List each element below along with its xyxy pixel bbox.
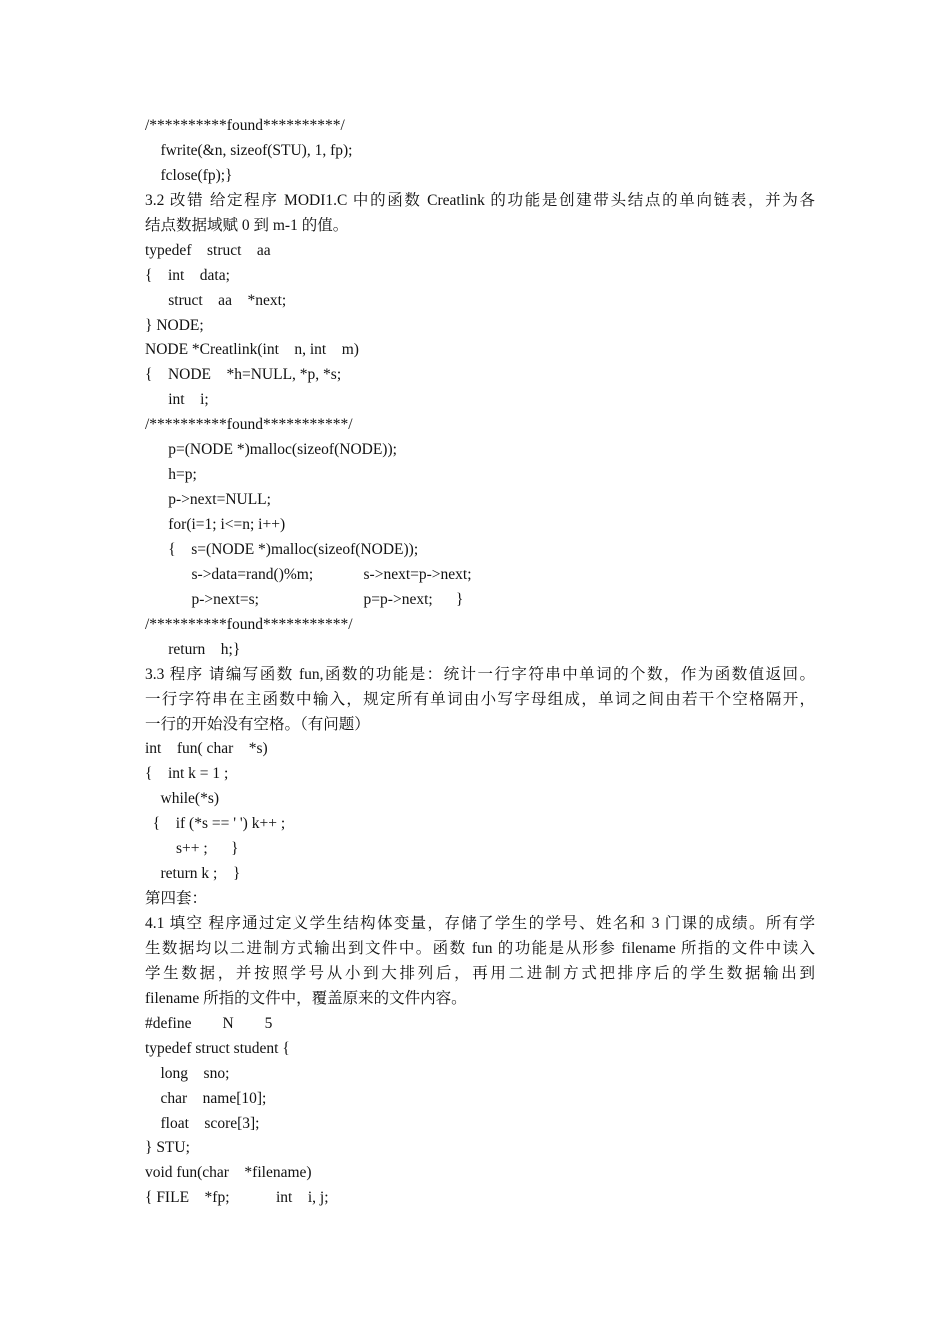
code-line: struct aa *next; [145,291,287,309]
code-line: p=(NODE *)malloc(sizeof(NODE)); [145,441,397,459]
code-line: { int data; [145,266,230,284]
code-line: void fun(char *filename) [145,1164,312,1182]
code-line: { if (*s == ' ') k++ ; [145,815,286,833]
code-block-student [145,1012,815,1212]
code-line: int fun( char *s) [145,740,268,758]
paragraph-3-2 [145,189,815,239]
code-line: float score[3]; [145,1114,260,1132]
text-line: 结点数据域赋 0 到 m-1 的值。 [145,216,349,234]
code-line: /**********found***********/ [145,416,353,434]
code-line: fclose(fp);} [145,166,233,184]
code-line: return h;} [145,640,241,658]
code-line: s->data=rand()%m; s->next=p->next; [145,565,472,583]
code-block-fun [145,737,815,912]
code-line: #define N 5 [145,1014,273,1032]
code-line: typedef struct student { [145,1039,290,1057]
code-line: typedef struct aa [145,241,271,259]
code-line: p->next=NULL; [145,491,271,509]
text-line: 3.3 程序 请编写函数 fun,函数的功能是：统计一行字符串中单词的个数，作为函数值返回。 [145,665,815,683]
code-line: { NODE *h=NULL, *p, *s; [145,366,342,384]
code-line: while(*s) [145,790,220,808]
code-line: s++ ; } [145,840,239,858]
text-line: 一行的开始没有空格。（有问题） [145,715,370,733]
code-line: return k ; } [145,865,241,883]
code-line: h=p; [145,466,197,484]
code-line: } NODE; [145,316,204,334]
code-line: } STU; [145,1139,190,1157]
code-line: fwrite(&n, sizeof(STU), 1, fp); [145,141,353,159]
code-block-fwrite [145,114,815,189]
code-line: long sno; [145,1064,230,1082]
code-line: NODE *Creatlink(int n, int m) [145,341,359,359]
code-line: p->next=s; p=p->next; } [145,590,464,608]
text-line: 4.1 填空 程序通过定义学生结构体变量，存储了学生的学号、姓名和 3 门课的成绩。所有学 [145,915,815,932]
paragraph-4-1 [145,912,815,1012]
code-line: /**********found***********/ [145,615,353,633]
document-page [145,114,815,1211]
text-line: 生数据均以二进制方式输出到文件中。函数 fun 的功能是从形参 filename 所指的文件中读入 [145,939,815,957]
text-line: 一行字符串在主函数中输入，规定所有单词由小写字母组成，单词之间由若干个空格隔开， [145,690,815,708]
code-line: { int k = 1 ; [145,765,229,783]
code-line: for(i=1; i<=n; i++) [145,516,286,533]
text-line: 学生数据，并按照学号从小到大排列后，再用二进制方式把排序后的学生数据输出到 [145,964,815,982]
text-line: 3.2 改错 给定程序 MODI1.C 中的函数 Creatlink 的功能是创建带头结点的单向链表，并为各 [145,191,815,209]
code-line: int i; [145,391,209,409]
text-line: filename 所指的文件中，覆盖原来的文件内容。 [145,989,467,1007]
section-heading: 第四套： [145,890,208,908]
paragraph-3-3 [145,663,815,738]
code-line: { FILE *fp; int i, j; [145,1189,329,1207]
code-line: /**********found**********/ [145,117,345,134]
code-block-creatlink [145,239,815,663]
code-line: { s=(NODE *)malloc(sizeof(NODE)); [145,540,419,558]
code-line: char name[10]; [145,1089,267,1107]
